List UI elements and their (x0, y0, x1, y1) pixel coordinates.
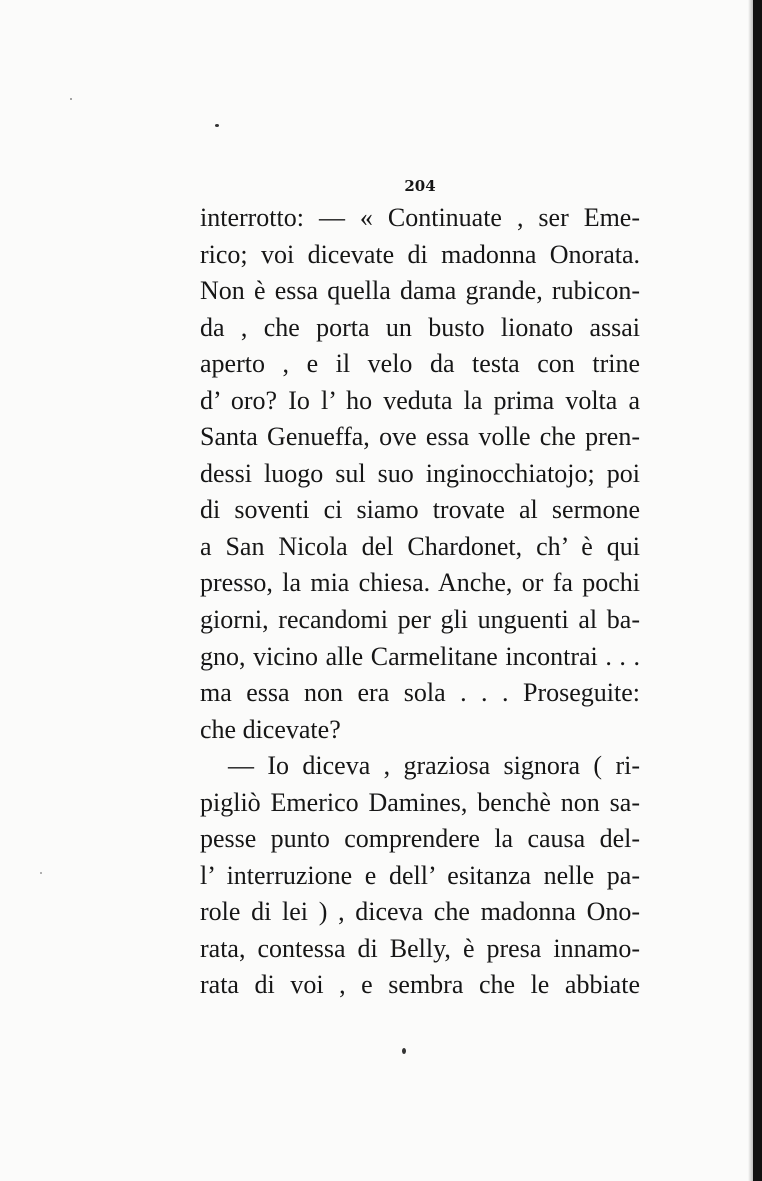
text-line: rico; voi dicevate di madonna Onorata. (200, 239, 640, 269)
text-line: che dicevate? (200, 714, 341, 744)
page-number: 204 (404, 177, 436, 195)
text-line: l’ interruzione e dell’ esitanza nelle pa- (200, 860, 640, 890)
text-line: da , che porta un busto lionato assai (200, 312, 640, 342)
text-line: presso, la mia chiesa. Anche, or fa pochi (200, 568, 640, 598)
ink-speck (215, 124, 219, 127)
ink-speck (40, 872, 42, 874)
text-line: role di lei ) , diceva che madonna Ono- (200, 897, 640, 927)
ink-speck (70, 98, 72, 100)
text-line: a San Nicola del Chardonet, ch’ è qui (200, 531, 640, 561)
text-line: aperto , e il velo da testa con trine (200, 349, 640, 379)
text-line: dessi luogo sul suo inginocchiatojo; poi (200, 458, 640, 488)
text-line: di soventi ci siamo trovate al sermone (200, 495, 640, 525)
text-line: pigliò Emerico Damines, benchè non sa- (200, 787, 640, 817)
text-line: ma essa non era sola . . . Proseguite: (200, 678, 640, 708)
body-text (200, 200, 640, 1004)
text-line: rata, contessa di Belly, è presa innamo- (200, 933, 640, 963)
text-line: d’ oro? Io l’ ho veduta la prima volta a (200, 385, 640, 415)
text-line: — Io diceva , graziosa signora ( ri- (228, 751, 640, 781)
text-line: pesse punto comprendere la causa del- (200, 824, 640, 854)
ink-speck (402, 1048, 406, 1054)
text-line: Non è essa quella dama grande, rubicon- (200, 276, 640, 306)
text-line: interrotto: — « Continuate , ser Eme- (200, 203, 640, 232)
text-line: gno, vicino alle Carmelitane incontrai . . . (200, 641, 640, 671)
text-line: Santa Genueffa, ove essa volle che pren- (200, 422, 640, 452)
text-line: giorni, recandomi per gli unguenti al ba- (200, 605, 640, 635)
text-line: rata di voi , e sembra che le abbiate (200, 970, 640, 1000)
